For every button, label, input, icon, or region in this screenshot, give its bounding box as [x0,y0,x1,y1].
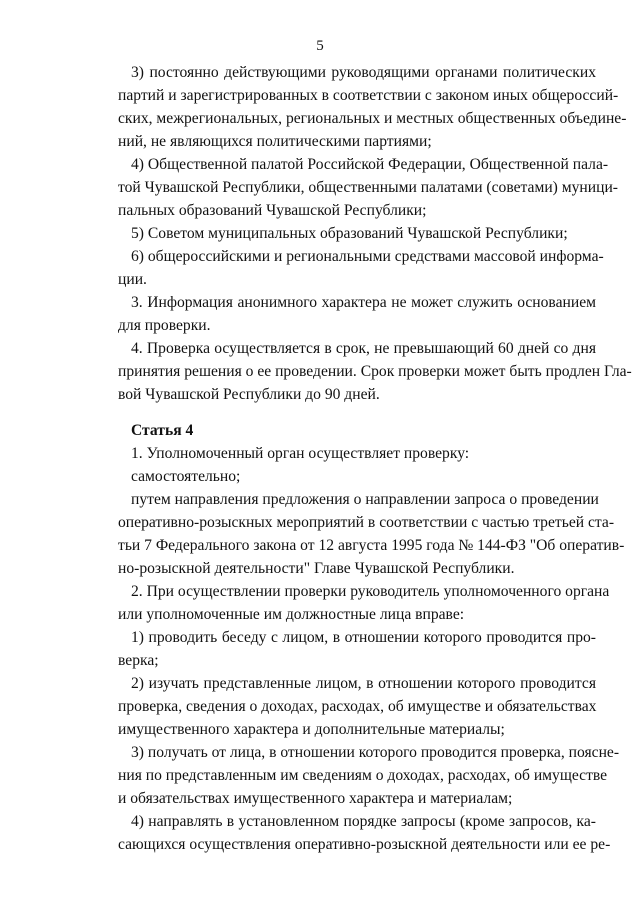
paragraph-line: 1. Уполномоченный орган осуществляет проверку: [131,445,470,462]
paragraph-line: партий и зарегистрированных в соответствии с законом иных общероссий- [118,87,619,104]
paragraph-line: 4) направлять в установленном порядке запросы (кроме запросов, ка- [131,813,596,830]
paragraph-line: вой Чувашской Республики до 90 дней. [118,386,380,403]
paragraph-line: 4) Общественной палатой Российской Федерации, Общественной пала- [131,156,609,173]
paragraph-line: ции. [118,271,147,288]
paragraph-line: 3. Информация анонимного характера не может служить основанием [131,294,596,311]
paragraph-line: той Чувашской Республики, общественными палатами (советами) муници- [118,179,619,196]
paragraph-line: ских, межрегиональных, региональных и местных общественных объедине- [118,110,627,127]
page-number: 5 [316,38,324,54]
article-heading: Статья 4 [131,422,194,439]
paragraph-line: сающихся осуществления оперативно-розыскной деятельности или ее ре- [118,836,611,853]
paragraph-line: или уполномоченные им должностные лица вправе: [118,606,465,623]
paragraph-line: 2. При осуществлении проверки руководитель уполномоченного органа [131,583,610,600]
paragraph-line: 5) Советом муниципальных образований Чувашской Республики; [131,225,568,242]
paragraph-line: 1) проводить беседу с лицом, в отношении которого проводится про- [131,629,596,646]
paragraph-line: оперативно-розыскных мероприятий в соответствии с частью третьей ста- [118,514,615,531]
paragraph-line: принятия решения о ее проведении. Срок проверки может быть продлен Гла- [118,363,632,380]
paragraph-line: пальных образований Чувашской Республики; [118,202,427,219]
paragraph-line: ния по представленным им сведениям о доходах, расходах, об имуществе [118,767,608,784]
paragraph-line: 4. Проверка осуществляется в срок, не превышающий 60 дней со дня [131,340,596,357]
paragraph-line: 3) постоянно действующими руководящими органами политических [131,64,596,81]
paragraph-line: самостоятельно; [131,468,241,485]
paragraph-line: и обязательствах имущественного характера и материалам; [118,790,513,807]
paragraph-line: верка; [118,652,159,669]
paragraph-line: путем направления предложения о направлении запроса о проведении [131,491,599,508]
paragraph-line: имущественного характера и дополнительные материалы; [118,721,505,738]
paragraph-line: но-розыскной деятельности" Главе Чувашской Республики. [118,560,515,577]
paragraph-line: 2) изучать представленные лицом, в отношении которого проводится [131,675,596,692]
paragraph-line: 6) общероссийскими и региональными средствами массовой информа- [131,248,604,265]
paragraph-line: для проверки. [118,317,211,334]
paragraph-line: тьи 7 Федерального закона от 12 августа 1995 года № 144-ФЗ "Об оператив- [118,537,625,554]
paragraph-line: ний, не являющихся политическими партиями; [118,133,432,150]
paragraph-line: 3) получать от лица, в отношении которого проводится проверка, поясне- [131,744,620,761]
paragraph-line: проверка, сведения о доходах, расходах, об имуществе и обязательствах [118,698,597,715]
